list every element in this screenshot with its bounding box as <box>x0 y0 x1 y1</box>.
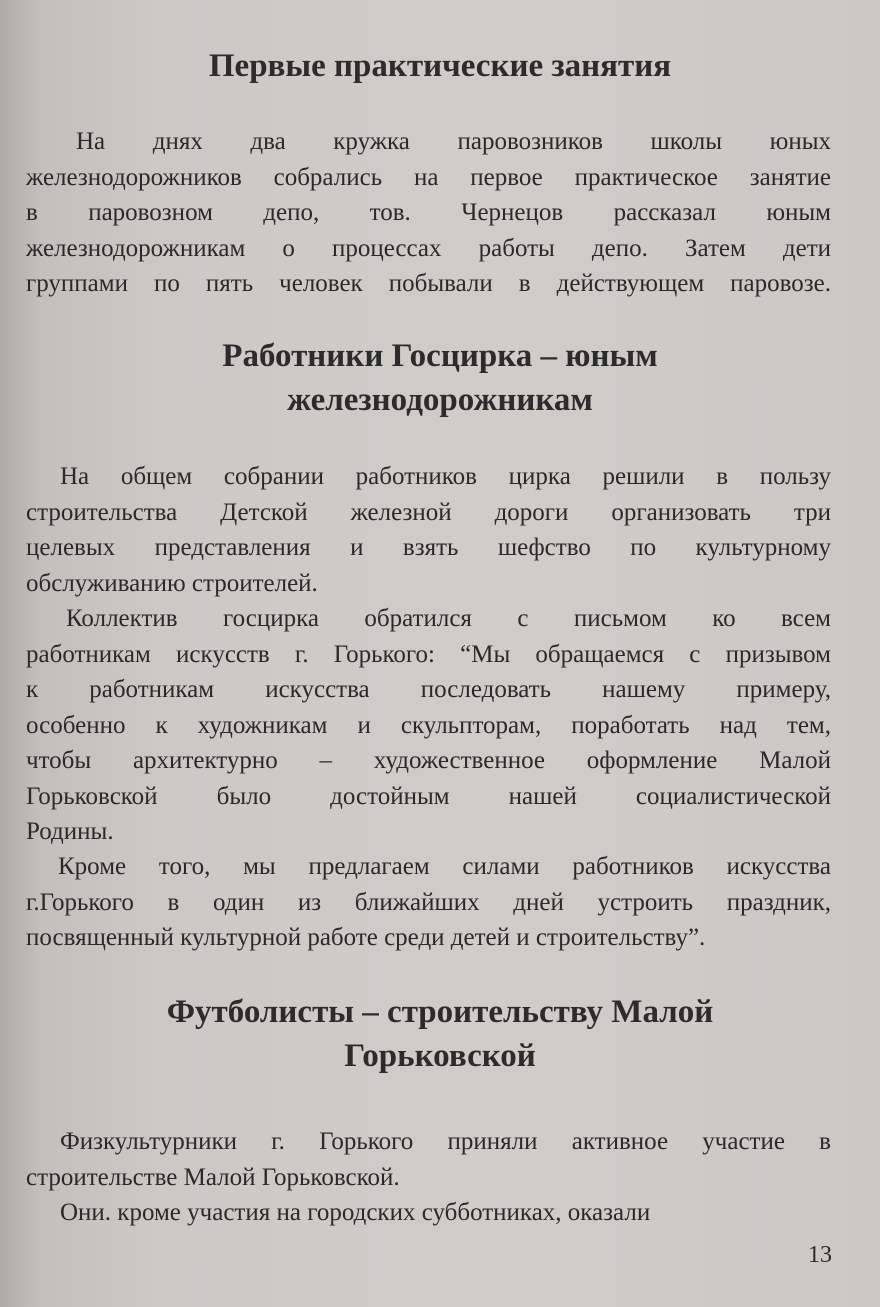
paragraph-line: посвященный культурной работе среди детей и строительству”. <box>26 924 706 951</box>
paragraph-line: Физкультурники г. Горького приняли активное участие в <box>60 1128 831 1155</box>
paragraph-line: На днях два кружка паровозников школы юных <box>76 128 831 155</box>
paragraph-line: На общем собрании работников цирка решили в пользу <box>60 463 831 490</box>
paragraph-line: железнодорожникам о процессах работы депо. Затем дети <box>26 234 831 262</box>
paragraph-line: работникам искусств г. Горького: “Мы обращаемся с призывом <box>26 640 831 668</box>
paragraph-line: Они. кроме участия на городских субботниках, оказали <box>60 1199 651 1226</box>
section-title-3 <box>0 990 880 1078</box>
paragraph-line: железнодорожников собрались на первое практическое занятие <box>26 163 831 191</box>
paragraph-line: целевых представления и взять шефство по культурному <box>26 534 831 561</box>
paragraph-1 <box>26 124 831 302</box>
paragraph-line: строительстве Малой Горьковской. <box>26 1163 400 1191</box>
paragraph-5 <box>26 1124 831 1195</box>
section-title-line: железнодорожникам <box>287 382 593 418</box>
paragraph-line: в паровозном депо, тов. Чернецов рассказал юным <box>26 199 831 226</box>
paragraph-line: Горьковской было достойным нашей социалистической <box>26 782 831 810</box>
paragraph-line: Коллектив госцирка обратился с письмом ко всем <box>66 605 831 632</box>
page-number: 13 <box>808 1242 832 1268</box>
section-title-line: Горьковской <box>344 1038 536 1074</box>
paragraph-line: особенно к художникам и скульпторам, поработать над тем, <box>26 711 831 739</box>
paragraph-line: Кроме того, мы предлагаем силами работников искусства <box>58 853 831 880</box>
paragraph-6 <box>26 1195 831 1231</box>
paragraph-line: обслуживанию строителей. <box>26 569 318 597</box>
section-title-1 <box>0 44 880 88</box>
paragraph-line: Родины. <box>26 818 114 845</box>
paragraph-line: группами по пять человек побывали в действующем паровозе. <box>26 270 831 297</box>
paragraph-3 <box>26 601 831 850</box>
section-title-line: Футболисты – строительству Малой <box>166 994 714 1030</box>
paragraph-line: г.Горького в один из ближайших дней устроить праздник, <box>26 888 831 916</box>
paragraph-line: чтобы архитектурно – художественное оформление Малой <box>26 747 831 774</box>
paragraph-2 <box>26 459 831 601</box>
paragraph-line: к работникам искусства последовать нашему примеру, <box>26 676 831 703</box>
section-title-line: Работники Госцирка – юным <box>222 338 658 374</box>
section-title-line: Первые практические занятия <box>208 48 672 84</box>
section-title-2 <box>0 334 880 422</box>
paragraph-4 <box>26 849 831 956</box>
paragraph-line: строительства Детской железной дороги организовать три <box>26 498 831 526</box>
